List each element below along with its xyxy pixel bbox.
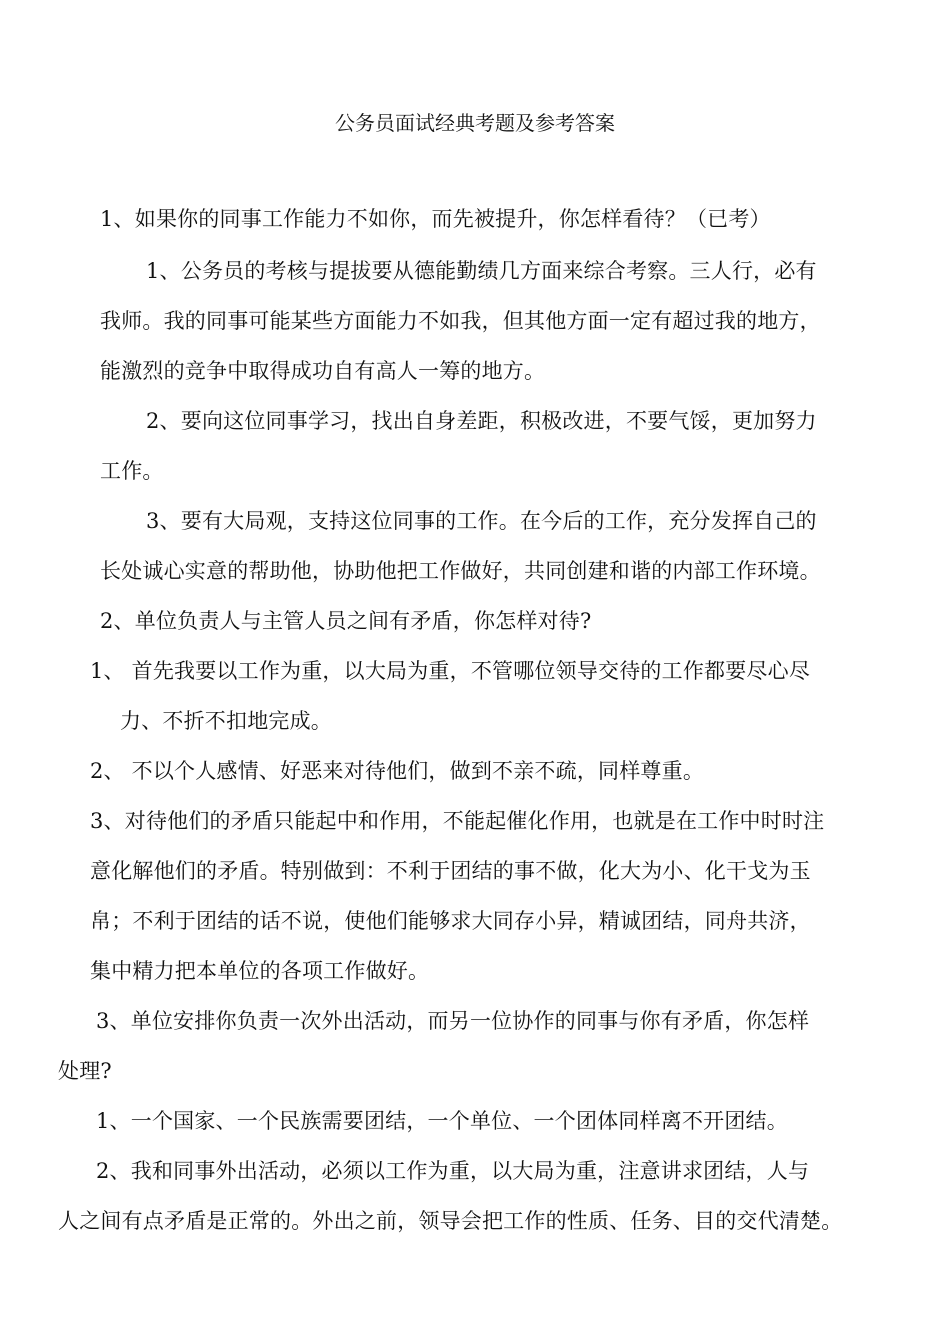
question-3-heading-line-1: 3、单位安排你负责一次外出活动，而另一位协作的同事与你有矛盾，你怎样 (96, 1009, 810, 1033)
answer-1-point-3-line-2: 长处诚心实意的帮助他，协助他把工作做好，共同创建和谐的内部工作环境。 (100, 559, 821, 583)
answer-1-point-2-line-1: 2、要向这位同事学习，找出自身差距，积极改进，不要气馁，更加努力 (146, 409, 817, 433)
question-1-heading: 1、如果你的同事工作能力不如你，而先被提升，你怎样看待？（已考） (100, 207, 771, 231)
question-2-heading: 2、单位负责人与主管人员之间有矛盾，你怎样对待? (100, 609, 592, 633)
answer-3-point-2-line-2: 人之间有点矛盾是正常的。外出之前，领导会把工作的性质、任务、目的交代清楚。 (58, 1209, 843, 1233)
answer-1-point-3-line-1: 3、要有大局观，支持这位同事的工作。在今后的工作，充分发挥自己的 (146, 509, 817, 533)
question-3-heading-line-2: 处理? (58, 1059, 112, 1083)
answer-2-point-1-line-1: 1、 首先我要以工作为重，以大局为重，不管哪位领导交待的工作都要尽心尽 (90, 659, 811, 683)
answer-1-point-2-line-2: 工作。 (100, 459, 164, 483)
answer-2-point-3-line-3: 帛；不利于团结的话不说，使他们能够求大同存小异，精诚团结，同舟共济， (90, 909, 811, 933)
answer-2-point-3-line-4: 集中精力把本单位的各项工作做好。 (90, 959, 430, 983)
answer-1-point-1-line-3: 能激烈的竞争中取得成功自有高人一筹的地方。 (100, 359, 546, 383)
answer-2-point-2: 2、 不以个人感情、好恶来对待他们，做到不亲不疏，同样尊重。 (90, 759, 705, 783)
answer-1-point-1-line-2: 我师。我的同事可能某些方面能力不如我，但其他方面一定有超过我的地方， (100, 309, 821, 333)
document-title: 公务员面试经典考题及参考答案 (335, 111, 615, 135)
answer-3-point-2-line-1: 2、我和同事外出活动，必须以工作为重，以大局为重，注意讲求团结，人与 (96, 1159, 810, 1183)
answer-2-point-3-line-2: 意化解他们的矛盾。特别做到：不利于团结的事不做，化大为小、化干戈为玉 (90, 859, 811, 883)
answer-2-point-3-line-1: 3、对待他们的矛盾只能起中和作用，不能起催化作用，也就是在工作中时时注 (90, 809, 825, 833)
answer-3-point-1: 1、一个国家、一个民族需要团结，一个单位、一个团体同样离不开团结。 (96, 1109, 788, 1133)
answer-1-point-1-line-1: 1、公务员的考核与提拔要从德能勤绩几方面来综合考察。三人行，必有 (146, 259, 817, 283)
answer-2-point-1-line-2: 力、不折不扣地完成。 (120, 709, 332, 733)
